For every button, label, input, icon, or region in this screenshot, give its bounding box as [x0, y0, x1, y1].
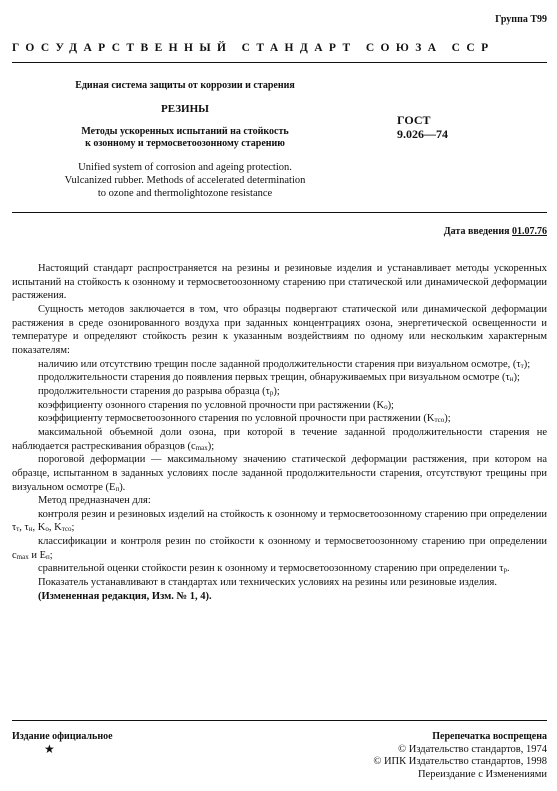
paragraph: коэффициенту озонного старения по условной прочности при растяжении $(K_о)$;: [38, 399, 394, 411]
english-title-line: Vulcanized rubber. Methods of accelerated determination: [64, 175, 306, 186]
group-code: Группа Т99: [495, 14, 547, 25]
official-edition: Издание официальное: [12, 731, 113, 742]
intro-date-label: Дата введения: [443, 226, 510, 237]
paragraph: коэффициенту термосветоозонного старения по условной прочности при растяжении $(K_{тсо})$;: [38, 413, 451, 425]
paragraph: Метод предназначен для:: [38, 495, 151, 507]
copyright-line: © Издательство стандартов, 1974: [398, 743, 547, 755]
gost-number: 9.026—74: [397, 127, 448, 141]
paragraph: продолжительности старения до разрыва образца $(\tau_р)$;: [38, 385, 280, 397]
paragraph: Настоящий стандарт распространяется на резины и резиновые изделия и устанавливает методы ускоренных испытаний на стойкость к озонному и термосветоозонному старению при статической или динамической деформации растяжения.: [12, 263, 547, 302]
paragraph: продолжительности старения до появления первых трещин, обнаруживаемых при визуальном осмотре $(\tau_н)$;: [38, 372, 520, 384]
paragraph: контроля резин и резиновых изделий на стойкость к озонному и термосветоозонному старению при определении $\tau_т$, $\tau_н$, $K_о$, $K_{тсо}$;: [12, 508, 547, 534]
gost-designation: [397, 113, 448, 141]
top-divider: [12, 62, 547, 63]
paragraph: Показатель устанавливают в стандартах или технических условиях на резины или резиновые изделия.: [38, 577, 497, 589]
methods-title-line: Методы ускоренных испытаний на стойкость: [81, 126, 289, 137]
reprint-notice: Перепечатка воспрещена: [432, 731, 547, 742]
english-title-line: to ozone and thermolightozone resistance: [97, 188, 273, 199]
methods-title-line: к озонному и термосветоозонному старению: [85, 138, 285, 149]
paragraph: Сущность методов заключается в том, что образцы подвергают статической или динамической деформации растяжения в среде озонированного воздуха при заданных концентрациях озона, энергетической освещенности и температуре и определяют стойкость резин к указанным воздействиям по одному или нескольким характерным показателям:: [12, 303, 547, 356]
amendment-note: (Измененная редакция, Изм. № 1, 4).: [38, 590, 212, 602]
title-divider: [12, 212, 547, 213]
methods-title: [20, 126, 350, 150]
gost-label: ГОСТ: [397, 113, 431, 127]
paragraph: пороговой деформации — максимальному значению статической деформации растяжения, при котором на образце, испытанном в заданных условиях после заданной продолжительности старения, отсутствуют трещины при визуальном осмотре $(E_п)$.: [12, 454, 547, 493]
paragraph: максимальной объемной доли озона, при которой в течение заданной продолжительности старения не наблюдается растрескивания образцов $(c_{max})$;: [12, 426, 547, 452]
paragraph: наличию или отсутствию трещин после заданной продолжительности старения при визуальном осмотре, $(\tau_т)$;: [38, 358, 531, 370]
english-title-line: Unified system of corrosion and ageing protection.: [78, 162, 292, 173]
system-title: Единая система защиты от коррозии и старения: [75, 80, 295, 91]
star-icon: ★: [44, 742, 55, 756]
english-title: [20, 161, 350, 200]
copyright-line: © ИПК Издательство стандартов, 1998: [373, 756, 547, 768]
paragraph: классификации и контроля резин по стойкости к озонному и термосветоозонному старению при определении $c_{max}$ и $E_п$;: [12, 536, 547, 561]
footer-divider: [12, 720, 547, 721]
reissue-note: Переиздание с Изменениями: [417, 768, 547, 780]
rubber-title: РЕЗИНЫ: [161, 103, 209, 115]
standard-banner: ГОСУДАРСТВЕННЫЙ СТАНДАРТ СОЮЗА ССР: [12, 42, 495, 54]
publisher-info: [373, 731, 547, 781]
paragraph: сравнительной оценки стойкости резин к озонному и термосветоозонному старению при определении $\tau_р$.: [38, 563, 510, 575]
document-body: [12, 262, 547, 603]
intro-date-value: 01.07.76: [512, 226, 547, 237]
intro-date: [444, 226, 547, 237]
